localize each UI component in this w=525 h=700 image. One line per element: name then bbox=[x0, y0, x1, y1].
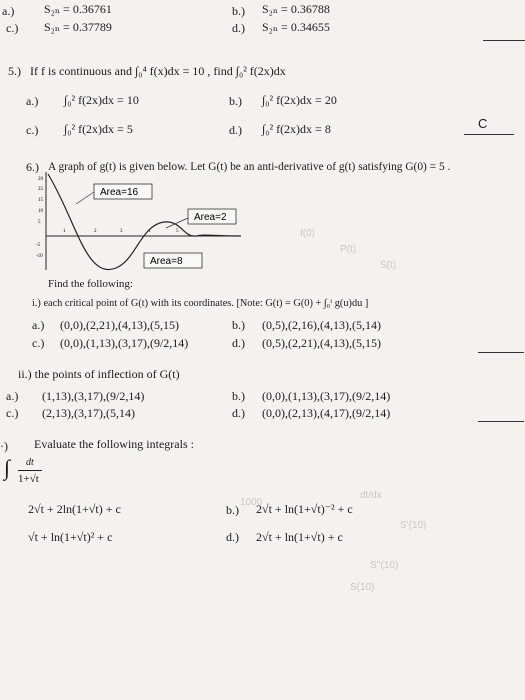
q6i-option-d-label: d.) bbox=[232, 336, 245, 350]
q5-stem: If f is continuous and ∫₀⁴ f(x)dx = 10 , find ∫₀² f(2x)dx bbox=[30, 64, 286, 78]
area3-label: Area=8 bbox=[150, 256, 183, 267]
q6ii-option-a-text: (1,13),(3,17),(9/2,14) bbox=[42, 389, 145, 403]
x-tick-3: 3 bbox=[120, 229, 123, 234]
x-tick-2: 2 bbox=[94, 229, 97, 234]
top-c-expr: S₂ₙ = 0.37789 bbox=[44, 20, 112, 34]
x-tick-1: 1 bbox=[63, 229, 66, 234]
faint-text-4: dt/dx bbox=[360, 490, 382, 501]
q5-option-c-text: ∫₀² f(2x)dx = 5 bbox=[64, 122, 133, 136]
q6i-answer-blank[interactable] bbox=[478, 352, 524, 353]
q6-find-label: Find the following: bbox=[48, 278, 133, 290]
faint-text-5: 1000 bbox=[240, 497, 263, 508]
x-tick-4: 4 bbox=[148, 229, 151, 234]
q7-option-b-label: b.) bbox=[226, 503, 239, 517]
y-tick-25: 25 bbox=[38, 187, 43, 192]
q7-option-a-text: 2√t + 2ln(1+√t) + c bbox=[28, 502, 121, 516]
top-d-expr: S₂ₙ = 0.34655 bbox=[262, 20, 330, 34]
q5-option-b-label: b.) bbox=[229, 94, 242, 108]
fraction-bar bbox=[18, 470, 42, 471]
area1-label: Area=16 bbox=[100, 187, 139, 198]
area2-label: Area=2 bbox=[194, 212, 227, 223]
q7-number: ·) bbox=[0, 439, 8, 453]
y-tick-neg5: -5 bbox=[36, 243, 41, 248]
top-b-expr: S₂ₙ = 0.36788 bbox=[262, 2, 330, 16]
q5-handwritten-answer: C bbox=[478, 116, 488, 131]
q6i-option-b-label: b.) bbox=[232, 318, 245, 332]
q6-part-ii-stem: ii.) the points of inflection of G(t) bbox=[18, 367, 180, 381]
q6ii-option-b-label: b.) bbox=[232, 389, 245, 403]
top-a-label: a.) bbox=[2, 4, 15, 18]
q5-option-b-text: ∫₀² f(2x)dx = 20 bbox=[262, 93, 337, 107]
y-tick-neg10: -10 bbox=[36, 254, 43, 259]
q6ii-option-d-text: (0,0),(2,13),(4,17),(9/2,14) bbox=[262, 406, 391, 420]
q7-option-c-text: √t + ln(1+√t)² + c bbox=[28, 530, 113, 544]
integrand-numerator: dt bbox=[26, 457, 34, 468]
y-tick-5: 5 bbox=[38, 220, 41, 225]
q6ii-answer-blank[interactable] bbox=[478, 421, 524, 422]
x-tick-5: 5 bbox=[176, 229, 179, 234]
q6-part-i-stem: i.) each critical point of G(t) with its coordinates. [Note: G(t) = G(0) + ∫₀ᵗ g(u)du ] bbox=[32, 298, 369, 309]
integrand-denominator: 1+√t bbox=[18, 473, 39, 485]
q6-number: 6.) bbox=[26, 160, 39, 174]
q7-option-d-label: d.) bbox=[226, 530, 239, 544]
faint-text-6: S'(10) bbox=[400, 520, 427, 531]
q5-option-c-label: c.) bbox=[26, 123, 39, 137]
q6i-option-c-label: c.) bbox=[32, 336, 45, 350]
integral-sign: ∫ bbox=[4, 455, 11, 480]
q6-stem: A graph of g(t) is given below. Let G(t) be an anti-derivative of g(t) satisfying G(0) = 5 . bbox=[48, 161, 451, 173]
q6i-option-a-text: (0,0),(2,21),(4,13),(5,15) bbox=[60, 318, 179, 332]
g-of-t-graph bbox=[36, 170, 246, 275]
q7-stem: Evaluate the following integrals : bbox=[34, 437, 194, 451]
q6i-option-a-label: a.) bbox=[32, 318, 45, 332]
top-c-label: c.) bbox=[6, 21, 19, 35]
q6i-option-b-text: (0,5),(2,16),(4,13),(5,14) bbox=[262, 318, 381, 332]
faint-text-7: S''(10) bbox=[370, 560, 399, 571]
top-a-expr: S₂ₙ = 0.36761 bbox=[44, 2, 112, 16]
q7-option-d-text: 2√t + ln(1+√t) + c bbox=[256, 530, 343, 544]
faint-text-3: S(t) bbox=[380, 260, 397, 271]
top-d-label: d.) bbox=[232, 21, 245, 35]
q6i-option-d-text: (0,5),(2,21),(4,13),(5,15) bbox=[262, 336, 381, 350]
q6ii-option-c-text: (2,13),(3,17),(5,14) bbox=[42, 406, 135, 420]
q5-option-a-text: ∫₀² f(2x)dx = 10 bbox=[64, 93, 139, 107]
y-tick-10: 10 bbox=[38, 209, 43, 214]
faint-text-1: f(0) bbox=[300, 228, 315, 239]
area1-pointer bbox=[76, 192, 94, 204]
q6i-option-c-text: (0,0),(1,13),(3,17),(9/2,14) bbox=[60, 336, 189, 350]
q6ii-option-d-label: d.) bbox=[232, 406, 245, 420]
y-tick-15: 15 bbox=[38, 198, 43, 203]
area2-pointer bbox=[166, 218, 188, 228]
q5-option-a-label: a.) bbox=[26, 94, 39, 108]
answer-blank-prev[interactable] bbox=[483, 40, 525, 41]
q5-option-d-label: d.) bbox=[229, 123, 242, 137]
q6ii-option-a-label: a.) bbox=[6, 389, 19, 403]
q5-option-d-text: ∫₀² f(2x)dx = 8 bbox=[262, 122, 331, 136]
faint-text-2: P(t) bbox=[340, 244, 357, 255]
q5-answer-blank[interactable] bbox=[464, 134, 514, 135]
y-tick-20: 20 bbox=[38, 177, 43, 182]
q6ii-option-c-label: c.) bbox=[6, 406, 19, 420]
q7-option-b-text: 2√t + ln(1+√t)⁻² + c bbox=[256, 502, 353, 516]
q6ii-option-b-text: (0,0),(1,13),(3,17),(9/2,14) bbox=[262, 389, 391, 403]
faint-text-8: S(10) bbox=[350, 582, 375, 593]
q5-number: 5.) bbox=[8, 64, 21, 78]
top-b-label: b.) bbox=[232, 4, 245, 18]
